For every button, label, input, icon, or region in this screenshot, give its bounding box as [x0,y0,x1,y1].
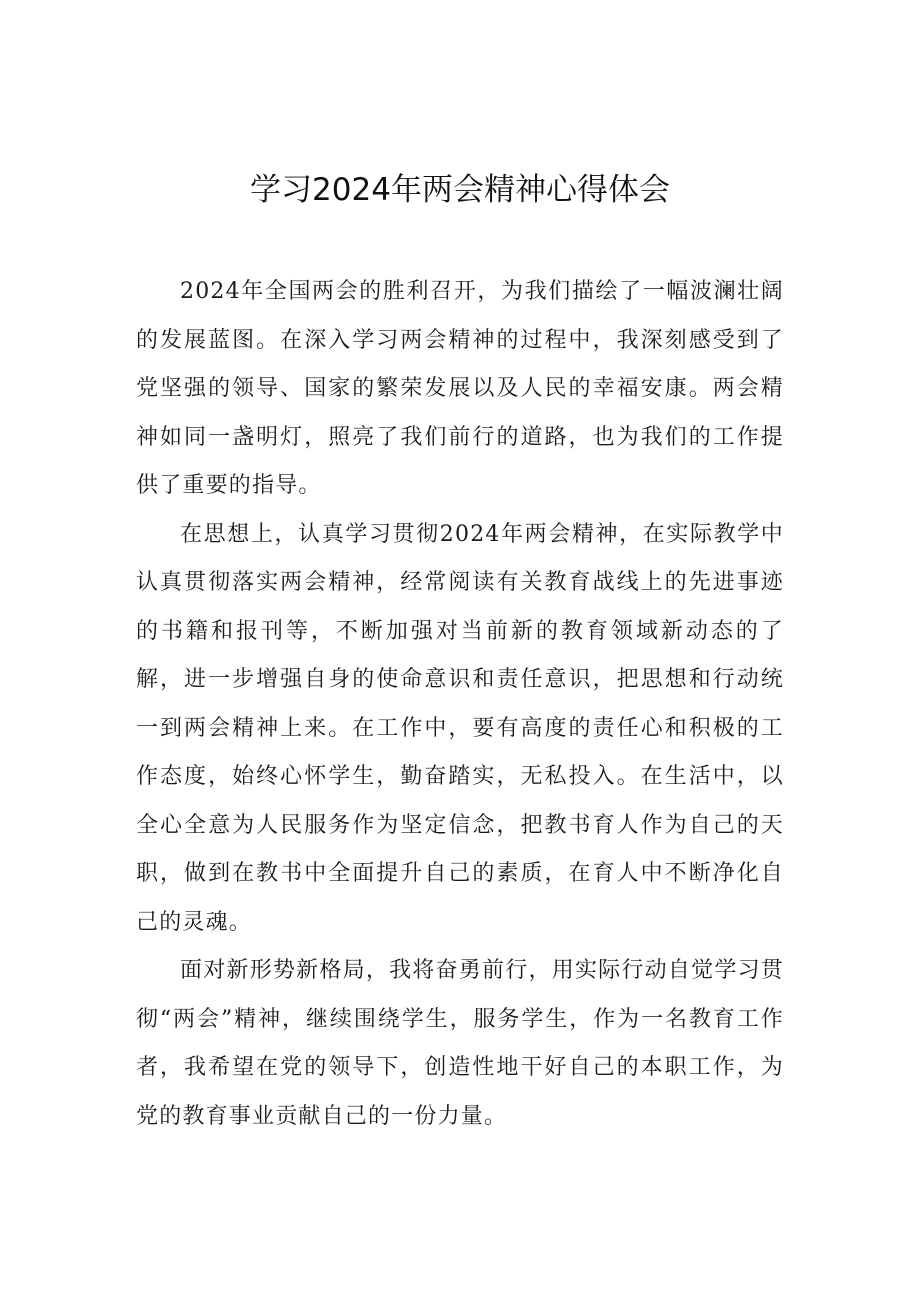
paragraph-1: 2024年全国两会的胜利召开，为我们描绘了一幅波澜壮阔的发展蓝图。在深入学习两会精神的过程中，我深刻感受到了党坚强的领导、国家的繁荣发展以及人民的幸福安康。两会精神如同一盏明灯，照亮了我们前行的道路，也为我们的工作提供了重要的指导。 [136,279,784,498]
paragraph-2: 在思想上，认真学习贯彻2024年两会精神，在实际教学中认真贯彻落实两会精神，经常阅读有关教育战线上的先进事迹的书籍和报刊等，不断加强对当前新的教育领域新动态的了解，进一步增强自身的使命意识和责任意识，把思想和行动统一到两会精神上来。在工作中，要有高度的责任心和积极的工作态度，始终心怀学生，勤奋踏实，无私投入。在生活中，以全心全意为人民服务作为坚定信念，把教书育人作为自己的天职，做到在教书中全面提升自己的素质，在育人中不断净化自己的灵魂。 [136,521,784,935]
paragraph-3: 面对新形势新格局，我将奋勇前行，用实际行动自觉学习贯彻“两会”精神，继续围绕学生，服务学生，作为一名教育工作者，我希望在党的领导下，创造性地干好自己的本职工作，为党的教育事业贡献自己的一份力量。 [136,958,784,1129]
document-body [136,268,784,1141]
document-title: 学习2024年两会精神心得体会 [250,172,670,208]
